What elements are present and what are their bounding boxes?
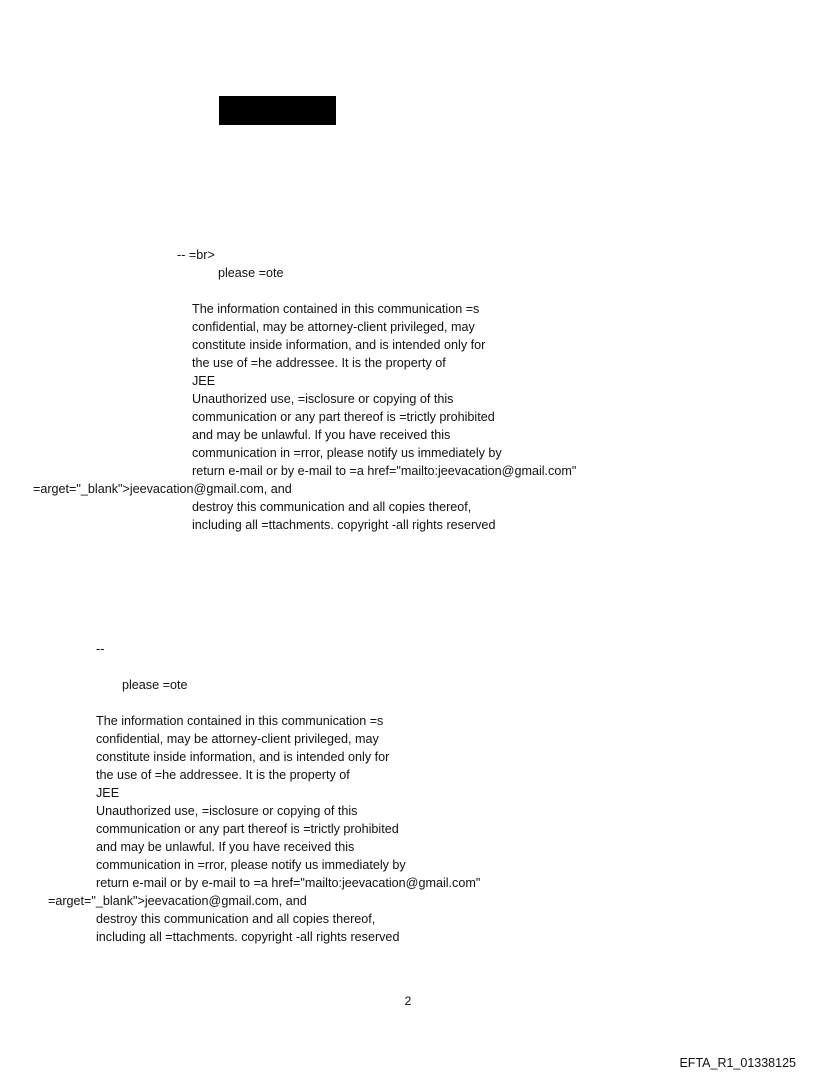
- disclaimer-line: the use of =he addressee. It is the property of: [192, 356, 446, 370]
- document-id: EFTA_R1_01338125: [679, 1056, 796, 1070]
- signature-dash: --: [96, 642, 105, 656]
- signature-dash: -- =br>: [177, 248, 215, 262]
- disclaimer-line: communication in =rror, please notify us immediately by: [192, 446, 502, 460]
- disclaimer-line: The information contained in this communication =s: [192, 302, 480, 316]
- disclaimer-line: constitute inside information, and is intended only for: [192, 338, 486, 352]
- please-note: please =ote: [218, 266, 284, 280]
- disclaimer-line: Unauthorized use, =isclosure or copying of this: [96, 804, 358, 818]
- disclaimer-line: communication in =rror, please notify us immediately by: [96, 858, 406, 872]
- disclaimer-line: the use of =he addressee. It is the property of: [96, 768, 350, 782]
- disclaimer-line: confidential, may be attorney-client privileged, may: [192, 320, 475, 334]
- page-number: 2: [404, 994, 412, 1008]
- disclaimer-line: destroy this communication and all copies thereof,: [96, 912, 376, 926]
- disclaimer-line: JEE: [192, 374, 216, 388]
- disclaimer-line: =arget="_blank">jeevacation@gmail.com, and: [48, 894, 307, 908]
- redaction-box: [219, 96, 336, 125]
- disclaimer-line: Unauthorized use, =isclosure or copying of this: [192, 392, 454, 406]
- disclaimer-line: The information contained in this communication =s: [96, 714, 384, 728]
- please-note: please =ote: [122, 678, 188, 692]
- disclaimer-line: =arget="_blank">jeevacation@gmail.com, and: [33, 482, 292, 496]
- disclaimer-line: confidential, may be attorney-client privileged, may: [96, 732, 379, 746]
- disclaimer-line: destroy this communication and all copies thereof,: [192, 500, 472, 514]
- disclaimer-line: JEE: [96, 786, 120, 800]
- disclaimer-line: including all =ttachments. copyright -all rights reserved: [96, 930, 400, 944]
- disclaimer-line: and may be unlawful. If you have received this: [192, 428, 451, 442]
- disclaimer-line: return e-mail or by e-mail to =a href="mailto:jeevacation@gmail.com": [192, 464, 577, 478]
- disclaimer-line: return e-mail or by e-mail to =a href="mailto:jeevacation@gmail.com": [96, 876, 481, 890]
- disclaimer-line: and may be unlawful. If you have received this: [96, 840, 355, 854]
- disclaimer-line: communication or any part thereof is =trictly prohibited: [96, 822, 399, 836]
- disclaimer-line: constitute inside information, and is intended only for: [96, 750, 390, 764]
- disclaimer-line: communication or any part thereof is =trictly prohibited: [192, 410, 495, 424]
- disclaimer-line: including all =ttachments. copyright -all rights reserved: [192, 518, 496, 532]
